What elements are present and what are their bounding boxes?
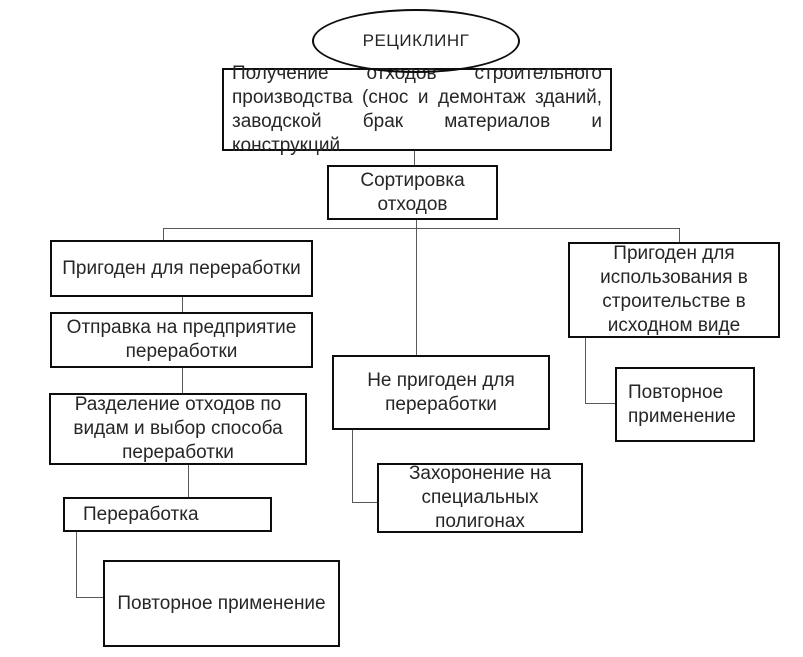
connector-separation-to-processing [188,464,189,498]
connector-sorting-to-notsuitable [416,219,417,355]
send-to-plant-line-2: переработки [125,341,238,362]
separation-line-2: видам и выбор способа [73,418,283,439]
reuse-right-line-2: применение [628,405,736,427]
suitable-original-line-2: использования в [600,267,748,288]
node-send-to-plant [50,312,313,368]
node-reuse-right [615,367,755,442]
node-suitable-original [568,242,780,338]
landfill-line-3: полигонах [435,511,525,532]
node-reuse-left [103,560,340,647]
connector-notsuitable-to-landfill [352,502,378,503]
sorting-line-2: отходов [377,193,448,215]
landfill-line-2: специальных [421,487,539,508]
not-suitable-line-2: переработки [385,393,497,415]
node-suitable-recycling [50,240,313,297]
suitable-original-line-4: исходном виде [607,315,741,336]
node-processing [63,497,272,532]
connector-original-down [585,337,586,403]
recycling-label: РЕЦИКЛИНГ [362,31,470,50]
connector-processing-down [76,531,77,597]
separation-line-1: Разделение отходов по [74,394,282,415]
suitable-original-line-3: строительстве в [602,291,746,312]
connector-processing-to-reuse [76,597,104,598]
sorting-line-1: Сортировка [360,169,465,191]
suitable-original-line-1: Пригоден для [613,243,735,264]
reuse-right-line-1: Повторное [628,381,724,403]
send-to-plant-line-1: Отправка на предприятие [66,317,297,338]
separation-line-3: переработки [122,442,234,463]
connector-branch-right-drop [679,228,680,243]
waste-acquisition-line-2: производства (снос и демонтаж зданий, [232,86,602,108]
suitable-recycling-line-1: Пригоден для переработки [62,257,301,279]
not-suitable-line-1: Не пригоден для [367,369,515,391]
connector-original-to-reuse [585,403,616,404]
waste-acquisition-line-1: Получение отходов строительного [232,62,602,84]
node-separation [49,393,307,465]
node-sorting [327,165,498,220]
connector-branch-horizontal [163,228,679,229]
connector-send-to-separation [182,367,183,394]
node-recycling-ellipse [312,9,520,73]
reuse-left-line-1: Повторное применение [117,592,326,614]
node-not-suitable [332,355,550,430]
node-landfill [377,463,583,533]
landfill-line-1: Захоронение на [408,463,552,484]
connector-notsuitable-down [352,429,353,502]
processing-line-1: Переработка [83,503,199,525]
node-waste-acquisition [222,62,612,156]
connector-suitable-to-send [182,296,183,313]
waste-acquisition-line-3: заводской брак материалов и конструкций [232,110,602,156]
